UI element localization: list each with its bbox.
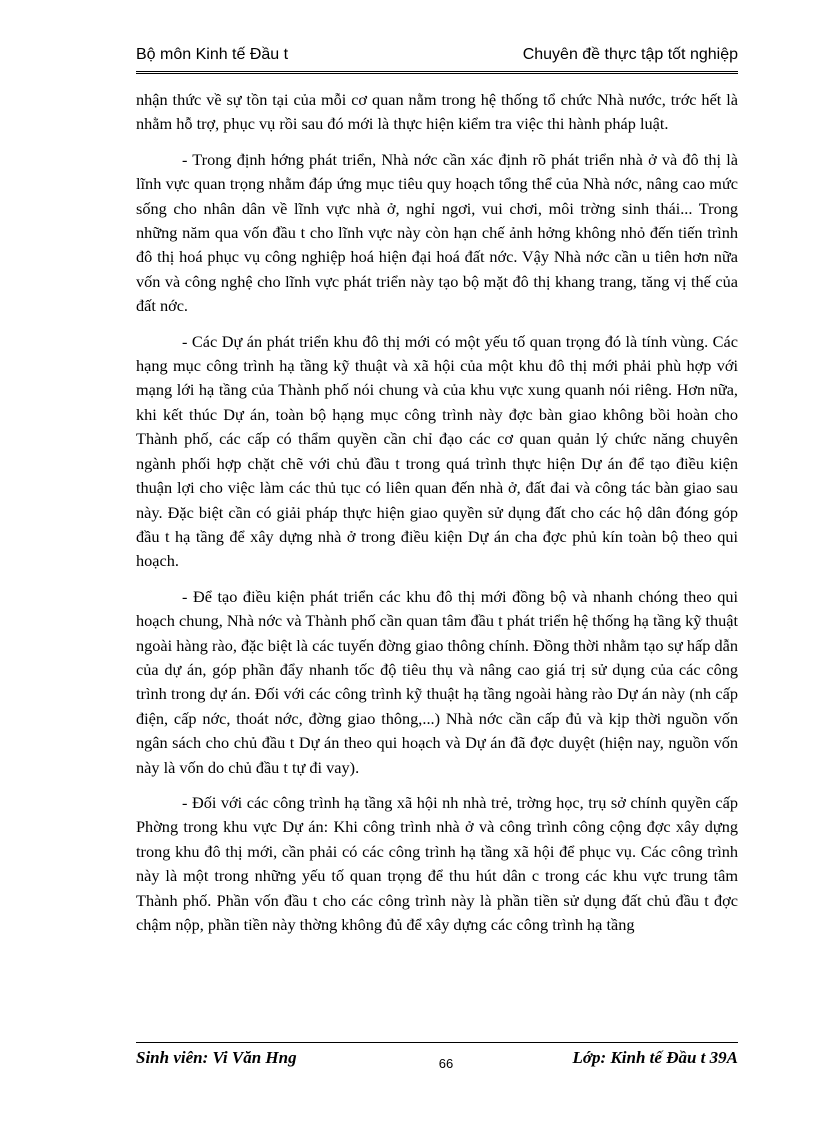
paragraph-regional-factor: - Các Dự án phát triển khu đô thị mới có một yếu tố quan trọng đó là tính vùng. Các hạng mục công trình hạ tầng kỹ thuật và xã hội của một khu đô thị mới phải phù hợp với mạng lới hạ tầng của Thành phố nói chung và của khu vực xung quanh nói riêng. Hơn nữa, khi kết thúc Dự án, toàn bộ hạng mục công trình này đợc bàn giao không bồi hoàn cho Thành phố, các cấp có thẩm quyền cần chỉ đạo các cơ quan quản lý chức năng chuyên ngành phối hợp chặt chẽ với chủ đầu t trong quá trình thực hiện Dự án để tạo điều kiện thuận lợi cho việc làm các thủ tục có liên quan đến nhà ở, đất đai và công tác bàn giao sau này. Đặc biệt cần có giải pháp thực hiện giao quyền sử dụng đất cho các hộ dân đóng góp đầu t hạ tầng để xây dựng nhà ở trong điều kiện Dự án cha đợc phủ kín toàn bộ theo qui hoạch. bbox=[136, 331, 738, 571]
paragraph-social-infrastructure: - Đối với các công trình hạ tầng xã hội nh nhà trẻ, trờng học, trụ sở chính quyền cấp Phờng trong khu vực Dự án: Khi công trình nhà ở và công trình công cộng đợc xây dựng trong khu đô thị mới, cần phải có các công trình hạ tầng xã hội để phục vụ. Các công trình này là một trong những yếu tố quan trọng để thu hút dân c trong các khu vực trung tâm Thành phố. Phần vốn đầu t cho các công trình này là phần tiền sử dụng đất chủ đầu t đợc chậm nộp, phần tiền này thờng không đủ để xây dựng các công trình hạ tầng bbox=[136, 792, 738, 934]
page-header bbox=[136, 46, 738, 70]
body-text bbox=[136, 88, 738, 948]
header-rule-bottom bbox=[136, 73, 738, 74]
paragraph-housing-development: - Trong định hớng phát triển, Nhà nớc cần xác định rõ phát triển nhà ở và đô thị là lĩnh vực quan trọng nhằm đáp ứng mục tiêu quy hoạch tổng thể của Nhà nớc, nâng cao mức sống cho nhân dân về lĩnh vực nhà ở, nghỉ ngơi, vui chơi, môi trờng sinh thái... Trong những năm qua vốn đầu t cho lĩnh vực này còn hạn chế ảnh hởng không nhỏ đến tiến trình đô thị hoá phục vụ công nghiệp hoá hiện đại hoá đất nớc. Vậy Nhà nớc cần u tiên hơn nữa vốn và công nghệ cho lĩnh vực phát triển này tạo bộ mặt đô thị khang trang, tăng vị thế của đất nớc. bbox=[136, 149, 738, 316]
header-document-type: Chuyên đề thực tập tốt nghiệp bbox=[522, 46, 738, 63]
page-number: 66 bbox=[438, 1056, 454, 1071]
header-rule-top bbox=[136, 71, 738, 72]
footer-student: Sinh viên: Vi Văn Hng bbox=[136, 1048, 297, 1067]
header-department: Bộ môn Kinh tế Đầu t bbox=[136, 46, 289, 63]
footer-rule bbox=[136, 1042, 738, 1043]
paragraph-infrastructure: - Để tạo điều kiện phát triển các khu đô thị mới đồng bộ và nhanh chóng theo qui hoạch chung, Nhà nớc và Thành phố cần quan tâm đầu t phát triển hệ thống hạ tầng kỹ thuật ngoài hàng rào, đặc biệt là các tuyến đờng giao thông chính. Đồng thời nhằm tạo sự hấp dẫn của dự án, góp phần đẩy nhanh tốc độ tiêu thụ và nâng cao giá trị sử dụng của các công trình trong dự án. Đối với các công trình kỹ thuật hạ tầng ngoài hàng rào Dự án này (nh cấp điện, cấp nớc, thoát nớc, đờng giao thông,...) Nhà nớc cần cấp đủ và kịp thời nguồn vốn ngân sách cho chủ đầu t Dự án theo qui hoạch và Dự án đã đợc duyệt (hiện nay, nguồn vốn này là vốn do chủ đầu t tự đi vay). bbox=[136, 586, 738, 777]
footer-class: Lớp: Kinh tế Đầu t 39A bbox=[572, 1048, 738, 1067]
paragraph-continuation: nhận thức về sự tồn tại của mỗi cơ quan nằm trong hệ thống tổ chức Nhà nước, trớc hết là nhằm hỗ trợ, phục vụ rồi sau đó mới là thực hiện kiểm tra việc thi hành pháp luật. bbox=[136, 90, 738, 134]
